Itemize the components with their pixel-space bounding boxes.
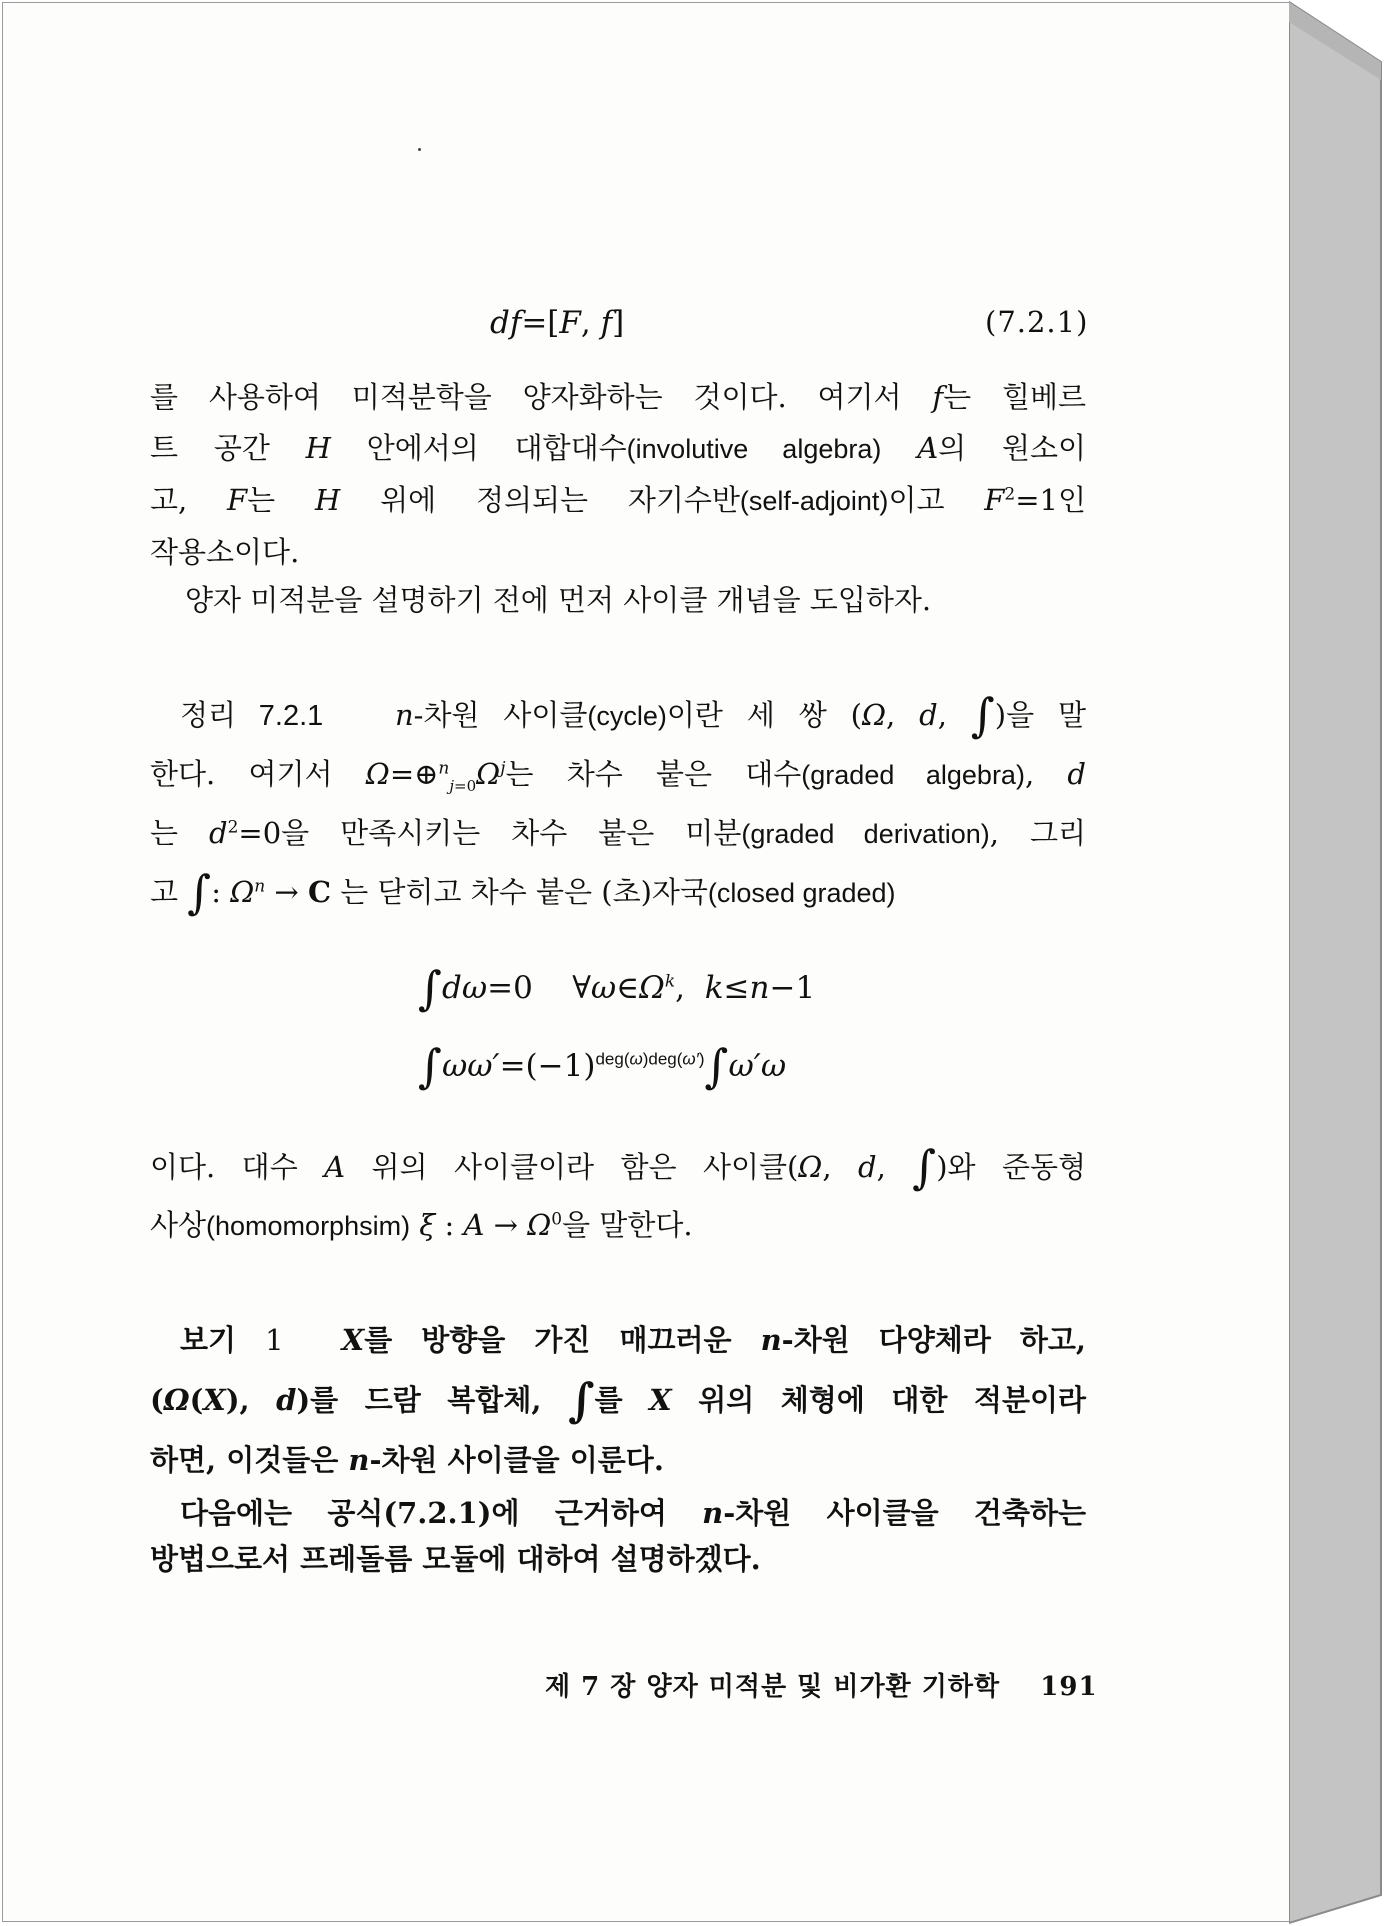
paragraph-1-line-3: 고, F는 H 위에 정의되는 자기수반(self-adjoint)이고 $F^2=1$인 xyxy=(150,483,1086,517)
paragraph-2: 양자 미적분을 설명하기 전에 먼저 사이클 개념을 도입하자. xyxy=(185,583,932,617)
paragraph-3 xyxy=(150,1138,1086,1255)
theorem-line-2: 한다. 여기서 $\Omega=\oplus^n_{j=0}\Omega^j$는 차수 붙은 대수(graded algebra), d xyxy=(150,757,1086,795)
theorem-line-4: 고 ∫: $\Omega^n \to C$ 는 닫히고 차수 붙은 (초)자국(closed graded) xyxy=(150,865,896,919)
display-equation-1: ∫dω=0 $\forall\omega\in\Omega^k$, k≤n−1 xyxy=(418,961,816,1015)
theorem-heading: 정리 7.2.1 xyxy=(180,700,324,732)
book-page xyxy=(2,2,1290,1922)
example-line-3: 하면, 이것들은 n-차원 사이클을 이룬다. xyxy=(150,1443,664,1477)
page-footer xyxy=(545,1666,1098,1703)
equation-7-2-1: df=[F, f] xyxy=(490,305,625,341)
paragraph-1 xyxy=(150,372,1086,578)
speck-mark xyxy=(418,148,421,151)
display-equation-2: $\int\omega\omega'=(-1)^{deg(\omega)deg(\omega')}\int\omega'\omega$ xyxy=(418,1039,787,1093)
example-1 xyxy=(150,1310,1086,1582)
theorem-7-2-1 xyxy=(150,686,1086,922)
paragraph-3-line-1: 이다. 대수 A 위의 사이클이라 함은 사이클(Ω, d, ∫)와 준동형 xyxy=(150,1140,1087,1194)
paragraph-1-line-1: 를 사용하여 미적분학을 양자화하는 것이다. 여기서 f는 힐베르 xyxy=(150,380,1086,414)
paragraph-4-line-2: 방법으로서 프레돌름 모듈에 대하여 설명하겠다. xyxy=(150,1542,761,1576)
equation-number: (7.2.1) xyxy=(985,305,1089,339)
page-number: 191 xyxy=(1040,1672,1098,1702)
book-page-edge xyxy=(1289,0,1385,1926)
example-line-1: 보기 1 X를 방향을 가진 매끄러운 n-차원 다양체라 하고, xyxy=(180,1323,1087,1357)
chapter-title: 제 7 장 양자 미적분 및 비가환 기하학 xyxy=(545,1672,1001,1702)
theorem-line-3: 는 $d^2=0$을 만족시키는 차수 붙은 미분(graded derivation), 그리 xyxy=(150,816,1086,850)
example-heading: 보기 1 xyxy=(180,1323,284,1357)
paragraph-4-line-1: 다음에는 공식(7.2.1)에 근거하여 n-차원 사이클을 건축하는 xyxy=(180,1496,1086,1530)
paragraph-1-line-2: 트 공간 H 안에서의 대합대수(involutive algebra) A의 원소이 xyxy=(150,431,1086,465)
example-line-2: (Ω(X), d)를 드람 복합체, ∫를 X 위의 체형에 대한 적분이라 xyxy=(150,1373,1086,1427)
theorem-line-1: 정리 7.2.1 n-차원 사이클(cycle)이란 세 쌍 (Ω, d, ∫)을 말 xyxy=(180,688,1087,742)
paragraph-1-line-4: 작용소이다. xyxy=(150,535,300,569)
paragraph-3-line-2: 사상(homomorphsim) ξ : $A \to \Omega^0$을 말한다. xyxy=(150,1208,693,1242)
